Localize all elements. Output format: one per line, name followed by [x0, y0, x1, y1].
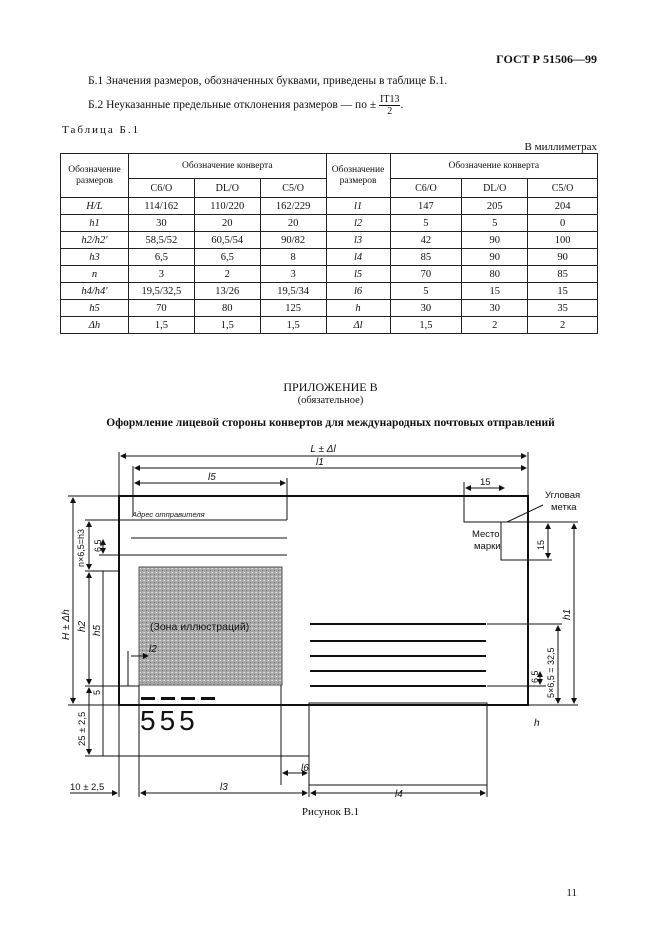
header-env-left: Обозначение конверта: [128, 154, 326, 179]
label-h5: h5: [92, 624, 103, 636]
row-symbol: Δl: [326, 317, 390, 334]
cell: 70: [390, 266, 462, 283]
cell: 205: [462, 198, 528, 215]
label-zone: (Зона иллюстраций): [150, 621, 250, 633]
cell: 8: [260, 249, 326, 266]
label-stamp-2: марки: [474, 541, 501, 552]
barcode-zone: [309, 703, 487, 785]
label-l4: l4: [395, 789, 403, 800]
cell: 90: [462, 232, 528, 249]
cell: 6,5: [194, 249, 260, 266]
label-n: n×6,5=h3: [76, 528, 86, 567]
row-symbol: h4/h4': [61, 283, 129, 300]
cell: 30: [128, 215, 194, 232]
row-symbol: l4: [326, 249, 390, 266]
cell: 80: [462, 266, 528, 283]
cell: 110/220: [194, 198, 260, 215]
label-l1: l1: [316, 457, 324, 468]
label-l5: l5: [208, 472, 216, 483]
cell: 35: [528, 300, 598, 317]
row-symbol: h: [326, 300, 390, 317]
paragraph-b2-text: Б.2 Неуказанные предельные отклонения размеров — по ±: [88, 99, 377, 112]
label-corner-2: метка: [551, 502, 577, 513]
label-stamp-1: Место: [472, 529, 500, 540]
cell: 5: [390, 215, 462, 232]
label-555: 555: [140, 705, 199, 736]
header-env-right: Обозначение конверта: [390, 154, 597, 179]
cell: 30: [462, 300, 528, 317]
cell: 2: [194, 266, 260, 283]
appendix-heading: Оформление лицевой стороны конвертов для международных почтовых отправлений: [106, 417, 555, 429]
fraction-denominator: 2: [387, 106, 393, 117]
cell: 125: [260, 300, 326, 317]
appendix-subtitle: (обязательное): [297, 395, 364, 406]
cell: 20: [260, 215, 326, 232]
row-symbol: h1: [61, 215, 129, 232]
document-code-header: ГОСТ Р 51506—99: [496, 52, 597, 66]
cell: 1,5: [128, 317, 194, 334]
cell: 1,5: [260, 317, 326, 334]
label-l3: l3: [220, 782, 228, 793]
stamp-box-side: [501, 522, 528, 560]
cell: 2: [528, 317, 598, 334]
cell: 6,5: [128, 249, 194, 266]
env-type-c6-left: C6/O: [128, 179, 194, 198]
label-H: H ± Δh: [61, 609, 72, 640]
cell: 58,5/52: [128, 232, 194, 249]
row-symbol: l1: [326, 198, 390, 215]
row-symbol: H/L: [61, 198, 129, 215]
cell: 90/82: [260, 232, 326, 249]
label-65-left: 6,5: [93, 539, 103, 552]
cell: 114/162: [128, 198, 194, 215]
label-l6: l6: [301, 763, 309, 774]
fraction-numerator: IT13: [380, 94, 400, 105]
label-l2: l2: [149, 644, 157, 655]
label-L: L ± Δl: [310, 444, 336, 455]
cell: 0: [528, 215, 598, 232]
label-5: 5: [92, 689, 102, 695]
label-h2: h2: [77, 620, 88, 632]
header-dim-right: Обозначение размеров: [326, 154, 390, 198]
corner-mark-leader: [507, 505, 543, 522]
label-sender: Адрес отправителя: [132, 510, 205, 519]
label-10: 10 ± 2,5: [70, 782, 105, 793]
postcode-sample: [141, 697, 215, 700]
cell: 42: [390, 232, 462, 249]
row-symbol: h5: [61, 300, 129, 317]
label-h: h: [534, 718, 540, 729]
cell: 19,5/32,5: [128, 283, 194, 300]
label-15-side: 15: [536, 539, 546, 550]
cell: 30: [390, 300, 462, 317]
label-corner-1: Угловая: [545, 490, 581, 501]
paragraph-b1: Б.1 Значения размеров, обозначенных буквами, приведены в таблице Б.1.: [88, 75, 448, 87]
row-symbol: h2/h2': [61, 232, 129, 249]
appendix-title: ПРИЛОЖЕНИЕ В: [283, 380, 378, 394]
cell: 90: [462, 249, 528, 266]
cell: 19,5/34: [260, 283, 326, 300]
cell: 1,5: [194, 317, 260, 334]
label-25: 25 ± 2,5: [77, 711, 88, 746]
label-h1: h1: [562, 608, 573, 620]
header-dim-left: Обозначение размеров: [61, 154, 129, 198]
cell: 85: [528, 266, 598, 283]
row-symbol: l2: [326, 215, 390, 232]
cell: 1,5: [390, 317, 462, 334]
table-caption: Таблица Б.1: [62, 124, 141, 136]
row-symbol: h3: [61, 249, 129, 266]
stamp-box-top: [464, 496, 528, 522]
row-symbol: n: [61, 266, 129, 283]
cell: 15: [528, 283, 598, 300]
paragraph-b2-end: .: [400, 99, 404, 112]
cell: 5: [462, 215, 528, 232]
cell: 60,5/54: [194, 232, 260, 249]
table-units: В миллиметрах: [524, 141, 597, 153]
cell: 90: [528, 249, 598, 266]
cell: 80: [194, 300, 260, 317]
page-number: 11: [566, 887, 577, 899]
cell: 85: [390, 249, 462, 266]
cell: 162/229: [260, 198, 326, 215]
row-symbol: Δh: [61, 317, 129, 334]
cell: 3: [128, 266, 194, 283]
cell: 20: [194, 215, 260, 232]
cell: 2: [462, 317, 528, 334]
cell: 70: [128, 300, 194, 317]
row-symbol: l5: [326, 266, 390, 283]
label-15-top: 15: [480, 477, 491, 488]
row-symbol: l3: [326, 232, 390, 249]
label-65-right: 6,5: [530, 670, 540, 683]
cell: 204: [528, 198, 598, 215]
label-5x65: 5×6,5 = 32,5: [546, 647, 556, 698]
env-type-dl-right: DL/O: [462, 179, 528, 198]
cell: 15: [462, 283, 528, 300]
env-type-c5-right: C5/O: [528, 179, 598, 198]
cell: 147: [390, 198, 462, 215]
figure-caption: Рисунок В.1: [301, 806, 360, 818]
cell: 3: [260, 266, 326, 283]
cell: 13/26: [194, 283, 260, 300]
env-type-dl-left: DL/O: [194, 179, 260, 198]
cell: 5: [390, 283, 462, 300]
env-type-c5-left: C5/O: [260, 179, 326, 198]
cell: 100: [528, 232, 598, 249]
row-symbol: l6: [326, 283, 390, 300]
env-type-c6-right: C6/O: [390, 179, 462, 198]
